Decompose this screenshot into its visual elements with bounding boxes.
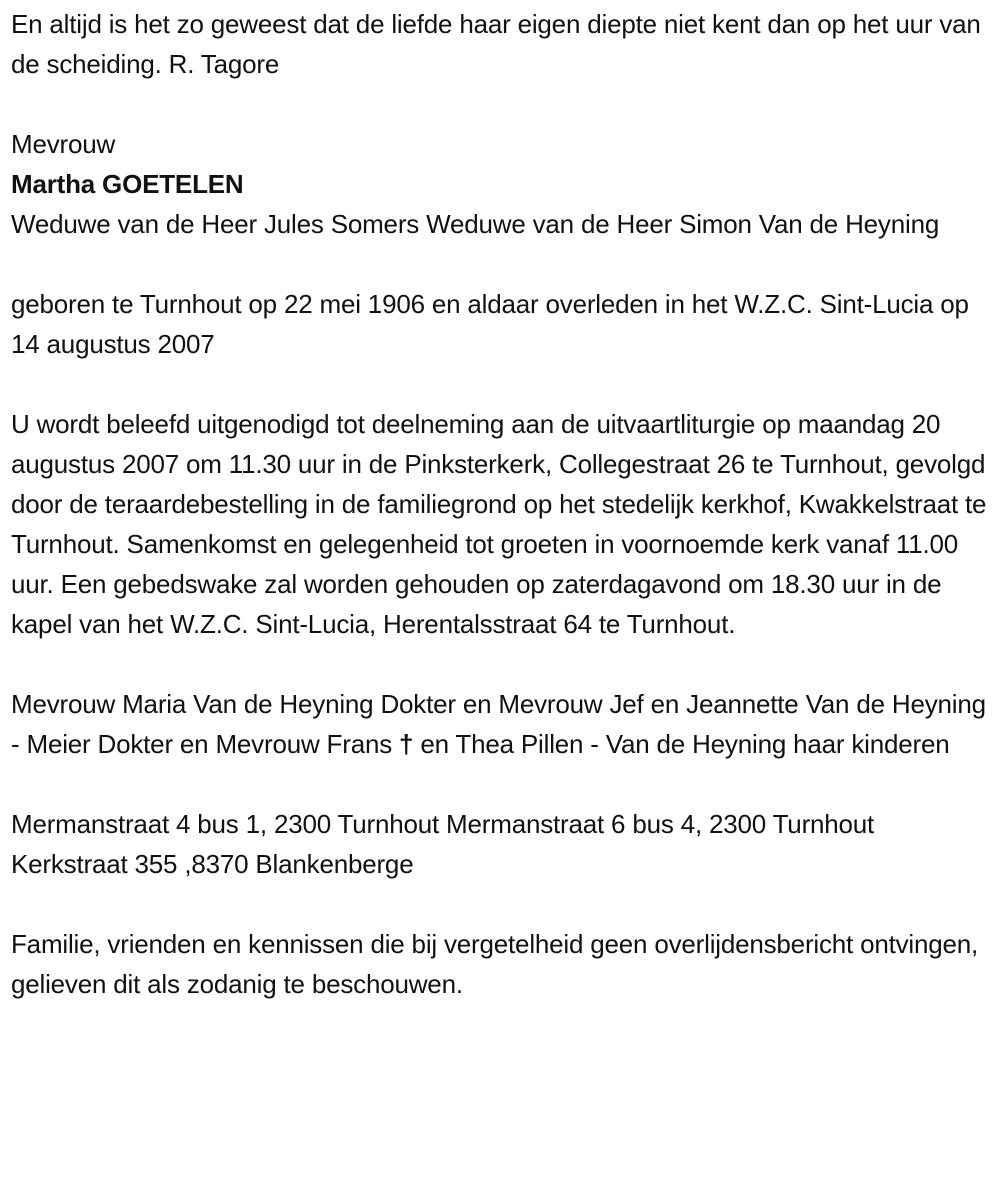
children-text-part1: Mevrouw Maria Van de Heyning Dokter en Mevrouw Jef en Jeannette Van de Heyning - Meier Dokter en Mevrouw Frans: [11, 689, 986, 759]
spacer: [11, 764, 991, 804]
deceased-name: Martha GOETELEN: [11, 169, 244, 199]
closing-note-text: Familie, vrienden en kennissen die bij vergetelheid geen overlijdensbericht ontvingen, gelieven dit als zodanig te beschouwen.: [11, 929, 979, 999]
addresses-text: Mermanstraat 4 bus 1, 2300 Turnhout Mermanstraat 6 bus 4, 2300 Turnhout Kerkstraat 355 ,8370 Blankenberge: [11, 809, 875, 879]
spacer: [11, 84, 991, 124]
spacer: [11, 644, 991, 684]
spacer: [11, 244, 991, 284]
quote-text: En altijd is het zo geweest dat de liefde haar eigen diepte niet kent dan op het uur van de scheiding. R. Tagore: [11, 9, 981, 79]
birth-death-text: geboren te Turnhout op 22 mei 1906 en aldaar overleden in het W.Z.C. Sint-Lucia op 14 augustus 2007: [11, 289, 969, 359]
children-text-part2: en Thea Pillen - Van de Heyning haar kinderen: [413, 729, 950, 759]
spacer: [11, 364, 991, 404]
spacer: [11, 884, 991, 924]
children-text: [11, 684, 991, 764]
cross-icon: †: [399, 729, 414, 759]
salutation: Mevrouw: [11, 129, 116, 159]
funeral-info-text: U wordt beleefd uitgenodigd tot deelneming aan de uitvaartliturgie op maandag 20 augustus 2007 om 11.30 uur in de Pinksterkerk, Collegestraat 26 te Turnhout, gevolgd door de teraardebestelling in de familiegrond op het stedelijk kerkhof, Kwakkelstraat te Turnhout. Samenkomst en gelegenheid tot groeten in voornoemde kerk vanaf 11.00 uur. Een gebedswake zal worden gehouden op zaterdagavond om 18.30 uur in de kapel van het W.Z.C. Sint-Lucia, Herentalsstraat 64 te Turnhout.: [11, 409, 987, 639]
widow-of-text: Weduwe van de Heer Jules Somers Weduwe van de Heer Simon Van de Heyning: [11, 209, 940, 239]
